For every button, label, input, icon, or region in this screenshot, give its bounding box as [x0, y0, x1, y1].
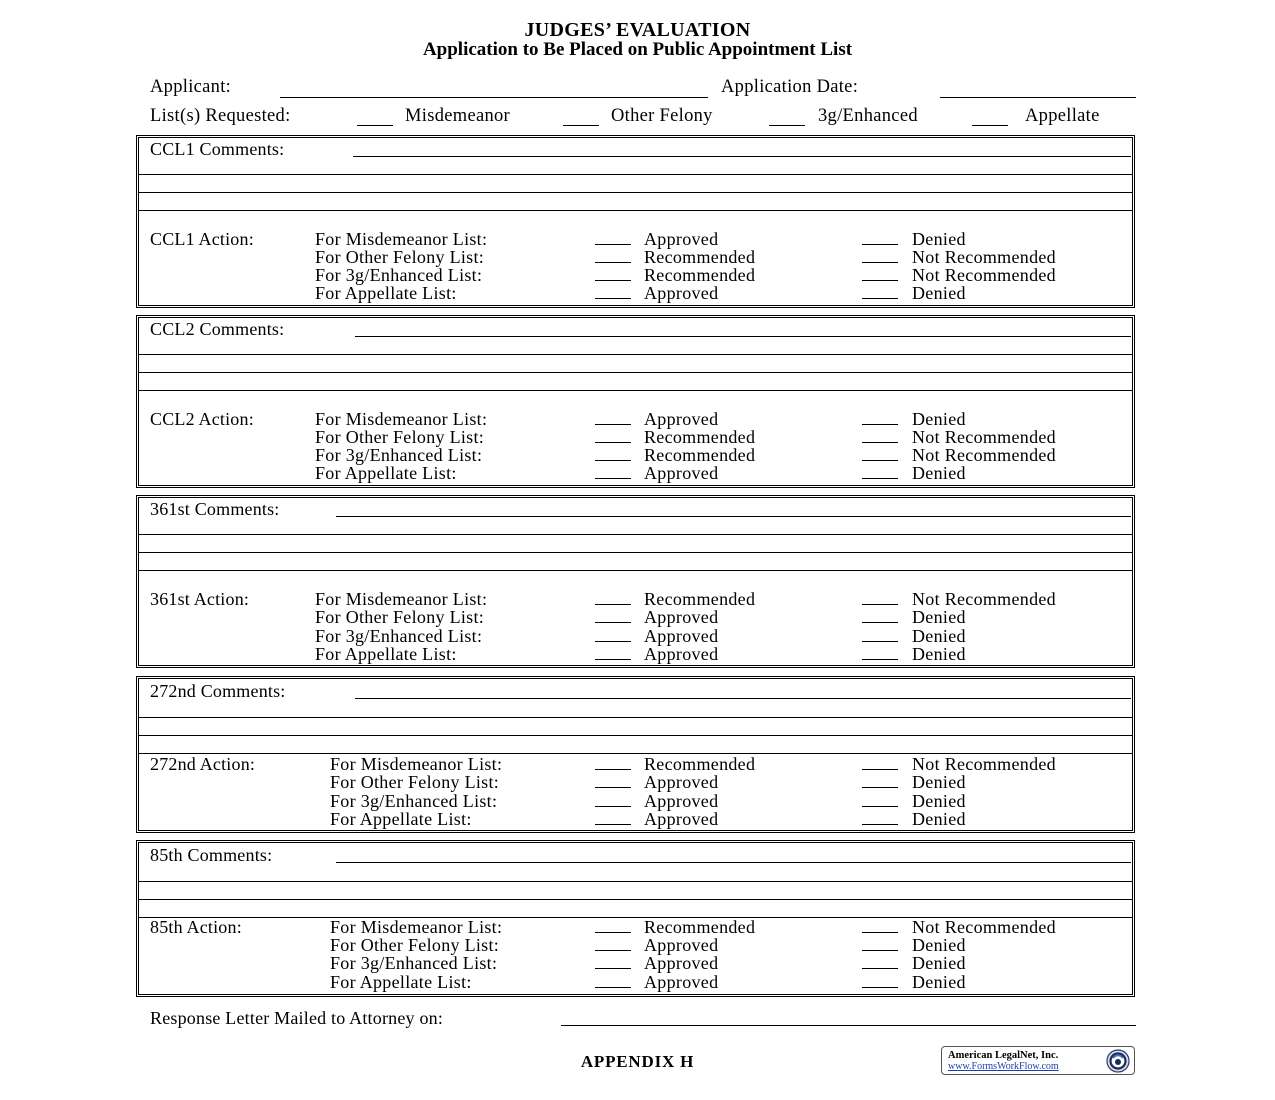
comment-line — [139, 210, 1132, 211]
option-1-blank[interactable] — [595, 806, 631, 807]
option-1-label: Approved — [644, 409, 719, 429]
globe-icon — [1106, 1049, 1130, 1073]
85th-comments-label: 85th Comments: — [150, 845, 273, 865]
option-2-blank[interactable] — [862, 806, 898, 807]
ccl2-comments-line[interactable] — [355, 336, 1131, 337]
list-label: For Other Felony List: — [315, 247, 485, 267]
option-1-blank[interactable] — [595, 659, 631, 660]
option-2-label: Denied — [912, 229, 966, 249]
action-row — [139, 791, 1132, 809]
action-row — [139, 972, 1132, 990]
272nd-action-label: 272nd Action: — [150, 754, 256, 774]
other-felony-checkbox[interactable] — [563, 125, 599, 126]
option-1-label: Approved — [644, 626, 719, 646]
option-2-blank[interactable] — [862, 968, 898, 969]
option-2-blank[interactable] — [862, 824, 898, 825]
comment-line[interactable] — [139, 552, 1132, 553]
option-1-blank[interactable] — [595, 987, 631, 988]
option-1-label: Approved — [644, 772, 719, 792]
option-1-label: Recommended — [644, 247, 756, 267]
272nd-comments-label: 272nd Comments: — [150, 681, 286, 701]
option-1-blank[interactable] — [595, 641, 631, 642]
361st-section — [138, 497, 1133, 666]
action-row — [139, 427, 1132, 445]
action-row — [139, 754, 1132, 772]
option-1-label: Approved — [644, 972, 719, 992]
option-1-label: Approved — [644, 229, 719, 249]
appellate-checkbox[interactable] — [972, 125, 1008, 126]
comment-line[interactable] — [139, 735, 1132, 736]
option-2-blank[interactable] — [862, 787, 898, 788]
option-1-label: Recommended — [644, 427, 756, 447]
action-row — [139, 463, 1132, 481]
action-row — [139, 809, 1132, 827]
list-label: For Other Felony List: — [330, 772, 500, 792]
list-label: For 3g/Enhanced List: — [330, 953, 498, 973]
list-label: For Appellate List: — [315, 283, 457, 303]
option-2-blank[interactable] — [862, 262, 898, 263]
option-2-label: Denied — [912, 972, 966, 992]
option-1-blank[interactable] — [595, 622, 631, 623]
list-label: For 3g/Enhanced List: — [315, 626, 483, 646]
action-row — [139, 229, 1132, 247]
application-date-field[interactable] — [940, 97, 1136, 98]
option-1-blank[interactable] — [595, 460, 631, 461]
action-row — [139, 953, 1132, 971]
action-row — [139, 626, 1132, 644]
option-1-blank[interactable] — [595, 298, 631, 299]
list-label: For Misdemeanor List: — [315, 409, 488, 429]
option-2-blank[interactable] — [862, 298, 898, 299]
applicant-label: Applicant: — [150, 77, 232, 97]
361st-action-label: 361st Action: — [150, 589, 250, 609]
option-2-blank[interactable] — [862, 460, 898, 461]
option-1-label: Approved — [644, 953, 719, 973]
option-1-blank[interactable] — [595, 442, 631, 443]
option-1-label: Recommended — [644, 754, 756, 774]
ccl2-action-label: CCL2 Action: — [150, 409, 254, 429]
list-label: For Appellate List: — [330, 809, 472, 829]
ccl2-comments-label: CCL2 Comments: — [150, 319, 285, 339]
option-2-blank[interactable] — [862, 604, 898, 605]
361st-comments-line[interactable] — [336, 516, 1131, 517]
list-label: For Other Felony List: — [330, 935, 500, 955]
option-2-blank[interactable] — [862, 478, 898, 479]
option-2-label: Denied — [912, 409, 966, 429]
option-1-blank[interactable] — [595, 950, 631, 951]
option-1-label: Recommended — [644, 445, 756, 465]
comment-line[interactable] — [139, 174, 1132, 175]
85th-section — [138, 842, 1133, 995]
option-1-label: Approved — [644, 644, 719, 664]
option-2-blank[interactable] — [862, 987, 898, 988]
action-row — [139, 607, 1132, 625]
list-label: For 3g/Enhanced List: — [315, 445, 483, 465]
action-row — [139, 589, 1132, 607]
list-label: For Misdemeanor List: — [315, 589, 488, 609]
ccl1-comments-line[interactable] — [353, 156, 1131, 157]
appellate-option: Appellate — [1025, 106, 1100, 126]
applicant-field[interactable] — [280, 97, 708, 98]
option-1-blank[interactable] — [595, 424, 631, 425]
option-2-label: Denied — [912, 626, 966, 646]
option-1-blank[interactable] — [595, 932, 631, 933]
response-letter-date-field[interactable] — [561, 1025, 1136, 1026]
action-row — [139, 935, 1132, 953]
option-2-label: Denied — [912, 953, 966, 973]
form-subtitle: Application to Be Placed on Public Appointment List — [422, 39, 853, 60]
option-2-blank[interactable] — [862, 622, 898, 623]
appendix-label: APPENDIX H — [580, 1052, 695, 1071]
option-2-label: Not Recommended — [912, 445, 1056, 465]
option-2-blank[interactable] — [862, 424, 898, 425]
option-2-label: Denied — [912, 607, 966, 627]
list-label: For Appellate List: — [315, 463, 457, 483]
option-2-blank[interactable] — [862, 932, 898, 933]
comment-line[interactable] — [139, 372, 1132, 373]
option-1-label: Approved — [644, 791, 719, 811]
361st-comments-label: 361st Comments: — [150, 499, 280, 519]
other-felony-option: Other Felony — [611, 106, 713, 126]
option-2-label: Not Recommended — [912, 247, 1056, 267]
option-2-label: Denied — [912, 283, 966, 303]
85th-comments-line[interactable] — [336, 862, 1131, 863]
ccl1-action-label: CCL1 Action: — [150, 229, 254, 249]
misdemeanor-option: Misdemeanor — [405, 106, 511, 126]
option-2-label: Not Recommended — [912, 754, 1056, 774]
list-label: For Appellate List: — [315, 644, 457, 664]
list-label: For Misdemeanor List: — [330, 754, 503, 774]
action-row — [139, 445, 1132, 463]
comment-line[interactable] — [139, 717, 1132, 718]
option-1-blank[interactable] — [595, 968, 631, 969]
option-2-label: Denied — [912, 644, 966, 664]
comment-line[interactable] — [139, 881, 1132, 882]
option-1-blank[interactable] — [595, 478, 631, 479]
action-row — [139, 644, 1132, 662]
form-title: JUDGES’ EVALUATION — [524, 19, 751, 41]
comment-line[interactable] — [139, 899, 1132, 900]
option-1-label: Approved — [644, 463, 719, 483]
option-2-blank[interactable] — [862, 659, 898, 660]
option-2-blank[interactable] — [862, 950, 898, 951]
option-2-label: Denied — [912, 809, 966, 829]
action-row — [139, 283, 1132, 301]
list-label: For Other Felony List: — [315, 607, 485, 627]
ccl2-section — [138, 317, 1133, 486]
option-1-label: Recommended — [644, 917, 756, 937]
logo-website-link[interactable]: www.FormsWorkFlow.com — [948, 1061, 1059, 1072]
option-1-label: Recommended — [644, 589, 756, 609]
272nd-section — [138, 678, 1133, 831]
option-2-blank[interactable] — [862, 280, 898, 281]
ccl1-section — [138, 137, 1133, 306]
option-2-label: Not Recommended — [912, 589, 1056, 609]
logo-company-name: American LegalNet, Inc. — [948, 1050, 1059, 1061]
misdemeanor-checkbox[interactable] — [357, 125, 393, 126]
option-1-label: Recommended — [644, 265, 756, 285]
option-1-blank[interactable] — [595, 787, 631, 788]
response-letter-label: Response Letter Mailed to Attorney on: — [150, 1008, 444, 1028]
option-1-blank[interactable] — [595, 262, 631, 263]
option-1-label: Approved — [644, 935, 719, 955]
list-label: For Misdemeanor List: — [315, 229, 488, 249]
enhanced-checkbox[interactable] — [769, 125, 805, 126]
option-1-blank[interactable] — [595, 824, 631, 825]
list-label: For Appellate List: — [330, 972, 472, 992]
option-1-label: Approved — [644, 607, 719, 627]
option-1-blank[interactable] — [595, 244, 631, 245]
option-2-label: Not Recommended — [912, 917, 1056, 937]
list-label: For 3g/Enhanced List: — [330, 791, 498, 811]
option-1-blank[interactable] — [595, 769, 631, 770]
option-2-label: Denied — [912, 463, 966, 483]
option-2-label: Denied — [912, 772, 966, 792]
option-2-label: Denied — [912, 791, 966, 811]
comment-line[interactable] — [139, 534, 1132, 535]
option-1-label: Approved — [644, 283, 719, 303]
list-label: For Other Felony List: — [315, 427, 485, 447]
comment-line — [139, 570, 1132, 571]
option-2-blank[interactable] — [862, 769, 898, 770]
american-legalnet-logo[interactable] — [941, 1046, 1135, 1075]
action-row — [139, 265, 1132, 283]
application-date-label: Application Date: — [721, 77, 859, 97]
option-2-blank[interactable] — [862, 442, 898, 443]
option-2-label: Not Recommended — [912, 265, 1056, 285]
lists-requested-label: List(s) Requested: — [150, 106, 291, 126]
272nd-comments-line[interactable] — [355, 698, 1131, 699]
option-1-blank[interactable] — [595, 604, 631, 605]
action-row — [139, 772, 1132, 790]
list-label: For 3g/Enhanced List: — [315, 265, 483, 285]
ccl1-comments-label: CCL1 Comments: — [150, 139, 285, 159]
option-1-label: Approved — [644, 809, 719, 829]
option-2-blank[interactable] — [862, 244, 898, 245]
option-2-label: Denied — [912, 935, 966, 955]
option-2-label: Not Recommended — [912, 427, 1056, 447]
action-row — [139, 247, 1132, 265]
85th-action-label: 85th Action: — [150, 917, 242, 937]
option-1-blank[interactable] — [595, 280, 631, 281]
action-row — [139, 409, 1132, 427]
comment-line — [139, 390, 1132, 391]
list-label: For Misdemeanor List: — [330, 917, 503, 937]
comment-line[interactable] — [139, 354, 1132, 355]
enhanced-option: 3g/Enhanced — [818, 106, 918, 126]
action-row — [139, 917, 1132, 935]
option-2-blank[interactable] — [862, 641, 898, 642]
comment-line[interactable] — [139, 192, 1132, 193]
